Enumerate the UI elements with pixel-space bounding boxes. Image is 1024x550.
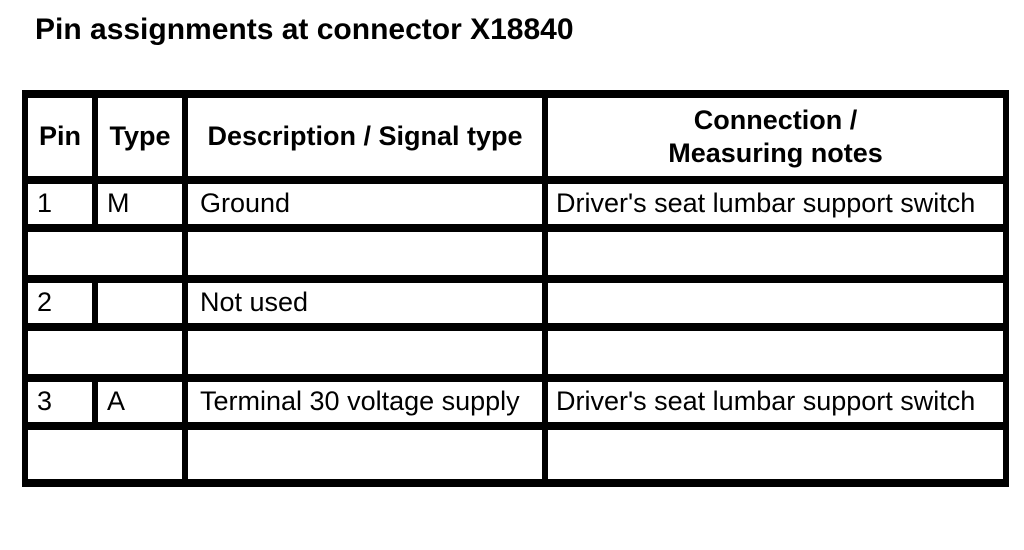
table-row-pin-1 [25,180,1006,228]
cell-connection [545,327,1006,378]
cell-connection: Driver's seat lumbar support switch [545,378,1006,426]
cell-connection: Driver's seat lumbar support switch [545,180,1006,228]
connection-header-line2: Measuring notes [668,138,883,168]
table-row-pin-2 [25,279,1006,327]
pin-assignments-table [22,90,1009,487]
spacer-row [25,228,1006,279]
spacer-row [25,426,1006,483]
connection-header-line1: Connection / [693,105,858,135]
column-header-description: Description / Signal type [185,94,545,180]
cell-pin-type-merged [25,327,185,378]
cell-pin: 1 [25,180,95,228]
column-header-pin: Pin [25,94,95,180]
table-header-row [25,94,1006,180]
cell-connection [545,426,1006,483]
cell-description [185,228,545,279]
cell-description: Not used [185,279,545,327]
cell-pin-type-merged [25,426,185,483]
cell-description [185,426,545,483]
cell-pin: 2 [25,279,95,327]
cell-description: Ground [185,180,545,228]
table-row-pin-3 [25,378,1006,426]
spacer-row [25,327,1006,378]
column-header-connection [545,94,1006,180]
cell-description [185,327,545,378]
page-title: Pin assignments at connector X18840 [35,13,574,46]
cell-connection [545,279,1006,327]
cell-connection [545,228,1006,279]
cell-type [95,279,185,327]
cell-description: Terminal 30 voltage supply [185,378,545,426]
cell-pin: 3 [25,378,95,426]
cell-type: A [95,378,185,426]
cell-pin-type-merged [25,228,185,279]
column-header-type: Type [95,94,185,180]
cell-type: M [95,180,185,228]
